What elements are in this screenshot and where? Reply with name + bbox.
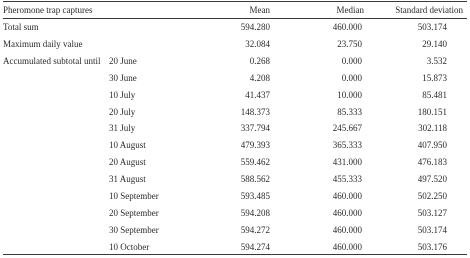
row-standard-deviation: 502.250 <box>417 191 447 201</box>
table-row <box>3 87 467 104</box>
row-standard-deviation: 476.183 <box>417 157 447 168</box>
row-median: 245.667 <box>332 123 362 134</box>
table-row <box>3 120 467 137</box>
row-date: 20 September <box>109 207 159 218</box>
table-row <box>3 70 467 87</box>
table-row <box>3 53 467 70</box>
row-median: 431.000 <box>332 157 362 168</box>
row-median: 0.000 <box>341 55 362 66</box>
row-mean: 594.274 <box>240 241 270 252</box>
statistics-table <box>3 0 467 258</box>
table-row <box>3 188 467 205</box>
table-row <box>3 222 467 239</box>
table-row <box>3 19 467 36</box>
header-mean: Mean <box>249 5 270 15</box>
row-mean: 148.373 <box>240 106 270 117</box>
row-date: 10 September <box>109 191 159 201</box>
row-date: 31 August <box>109 174 146 185</box>
row-label: Maximum daily value <box>3 38 83 49</box>
row-mean: 594.272 <box>240 224 270 235</box>
row-mean: 4.208 <box>249 72 270 83</box>
row-standard-deviation: 503.127 <box>417 207 447 218</box>
header-standard-deviation: Standard deviation <box>395 5 463 15</box>
header-row <box>3 2 467 19</box>
table-row <box>3 154 467 171</box>
row-mean: 32.084 <box>245 38 270 49</box>
table-row <box>3 171 467 188</box>
row-median: 460.000 <box>332 241 362 252</box>
row-mean: 593.485 <box>240 191 270 201</box>
row-median: 85.333 <box>337 106 362 117</box>
row-standard-deviation: 302.118 <box>418 123 447 134</box>
row-median: 455.333 <box>332 174 362 185</box>
table-row <box>3 137 467 154</box>
row-date: 10 October <box>109 241 150 252</box>
row-mean: 479.393 <box>240 140 270 151</box>
row-mean: 41.437 <box>245 89 270 100</box>
row-median: 460.000 <box>332 191 362 201</box>
row-label: Total sum <box>3 22 39 32</box>
table-row <box>3 36 467 53</box>
row-standard-deviation: 503.174 <box>417 224 447 235</box>
row-standard-deviation: 85.481 <box>422 89 447 100</box>
row-date: 20 June <box>109 55 137 66</box>
table-row <box>3 104 467 121</box>
bottom-rule <box>3 254 467 255</box>
row-mean: 594.208 <box>240 207 270 218</box>
row-median: 365.333 <box>332 140 362 151</box>
row-date: 20 July <box>109 106 136 117</box>
row-mean: 594.280 <box>240 22 270 32</box>
row-standard-deviation: 497.520 <box>417 174 447 185</box>
row-mean: 559.462 <box>240 157 270 168</box>
row-standard-deviation: 3.532 <box>426 55 447 66</box>
row-standard-deviation: 180.151 <box>417 106 447 117</box>
row-mean: 0.268 <box>249 55 270 66</box>
row-median: 23.750 <box>337 38 362 49</box>
row-median: 10.000 <box>337 89 362 100</box>
row-date: 30 September <box>109 224 159 235</box>
row-label: Accumulated subtotal until <box>3 55 101 66</box>
row-date: 10 July <box>109 89 136 100</box>
table-row <box>3 205 467 222</box>
row-standard-deviation: 15.873 <box>422 72 447 83</box>
header-label: Pheromone trap captures <box>3 5 93 15</box>
row-median: 460.000 <box>332 207 362 218</box>
row-date: 20 August <box>109 157 146 168</box>
row-date: 10 August <box>109 140 146 151</box>
row-date: 30 June <box>109 72 137 83</box>
row-mean: 337.794 <box>240 123 270 134</box>
row-standard-deviation: 407.950 <box>417 140 447 151</box>
row-median: 460.000 <box>332 224 362 235</box>
row-median: 460.000 <box>332 22 362 32</box>
row-date: 31 July <box>109 123 136 134</box>
row-standard-deviation: 503.176 <box>417 241 447 252</box>
row-median: 0.000 <box>341 72 362 83</box>
row-mean: 588.562 <box>240 174 270 185</box>
row-standard-deviation: 29.140 <box>422 38 447 49</box>
row-standard-deviation: 503.174 <box>417 22 447 32</box>
header-median: Median <box>336 5 364 15</box>
